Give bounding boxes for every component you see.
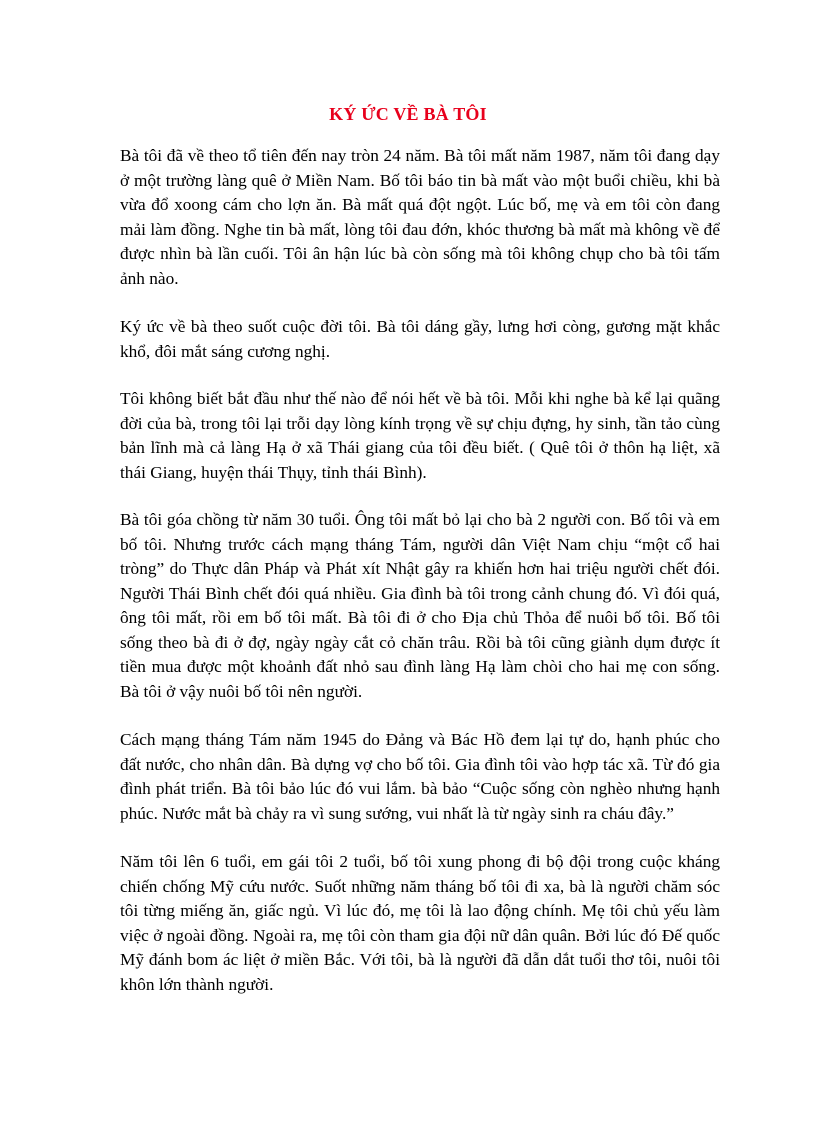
paragraph-4: Bà tôi góa chồng từ năm 30 tuổi. Ông tôi mất bỏ lại cho bà 2 người con. Bố tôi và em bố tôi. Nhưng trước cách mạng tháng Tám, người dân Việt Nam chịu “một cổ hai tròng” do Thực dân Pháp và Phát xít Nhật gây ra khiến hơn hai triệu người chết đói. Người Thái Bình chết đói quá nhiều. Gia đình bà tôi trong cảnh chung đó. Vì đói quá, ông tôi mất, rồi em bố tôi mất. Bà tôi đi ở cho Địa chủ Thỏa để nuôi bố tôi. Bố tôi sống theo bà đi ở đợ, ngày ngày cắt cỏ chăn trâu. Rồi bà tôi cũng giành dụm được ít tiền mua được một khoảnh đất nhỏ sau đình làng Hạ làm chòi cho hai mẹ con sống. Bà tôi ở vậy nuôi bố tôi nên người.: [120, 510, 720, 701]
paragraph-3: Tôi không biết bắt đầu như thế nào để nói hết về bà tôi. Mỗi khi nghe bà kể lại quãng đời của bà, trong tôi lại trỗi dạy lòng kính trọng về sự chịu đựng, hy sinh, tần tảo cùng bản lĩnh mà cả làng Hạ ở xã Thái giang của tôi đều biết. ( Quê tôi ở thôn hạ liệt, xã thái Giang, huyện thái Thụy, tỉnh thái Bình).: [120, 389, 720, 482]
document-title: KÝ ỨC VỀ BÀ TÔI: [329, 104, 487, 124]
document-body: [120, 144, 720, 1021]
paragraph-1: Bà tôi đã về theo tổ tiên đến nay tròn 24 năm. Bà tôi mất năm 1987, năm tôi đang dạy ở một trường làng quê ở Miền Nam. Bố tôi báo tin bà mất vào một buổi chiều, khi bà vừa đổ xoong cám cho lợn ăn. Bà mất quá đột ngột. Lúc bố, mẹ và em tôi còn đang mải làm đồng. Nghe tin bà mất, lòng tôi đau đớn, khóc thương bà mất mà không về để được nhìn bà lần cuối. Tôi ân hận lúc bà còn sống mà tôi không chụp cho bà tôi tấm ảnh nào.: [120, 146, 720, 288]
paragraph-5: Cách mạng tháng Tám năm 1945 do Đảng và Bác Hồ đem lại tự do, hạnh phúc cho đất nước, cho nhân dân. Bà dựng vợ cho bố tôi. Gia đình tôi vào hợp tác xã. Từ đó gia đình phát triển. Bà tôi bảo lúc đó vui lắm. bà bảo “Cuộc sống còn nghèo nhưng hạnh phúc. Nước mắt bà chảy ra vì sung sướng, vui nhất là từ ngày sinh ra cháu đây.”: [120, 730, 720, 823]
paragraph-2: Ký ức về bà theo suốt cuộc đời tôi. Bà tôi dáng gầy, lưng hơi còng, gương mặt khắc khổ, đôi mắt sáng cương nghị.: [120, 317, 720, 361]
paragraph-6: Năm tôi lên 6 tuổi, em gái tôi 2 tuổi, bố tôi xung phong đi bộ đội trong cuộc kháng chiến chống Mỹ cứu nước. Suốt những năm tháng bố tôi đi xa, bà là người chăm sóc tôi từng miếng ăn, giấc ngủ. Vì lúc đó, mẹ tôi là lao động chính. Mẹ tôi chủ yếu làm việc ở ngoài đồng. Ngoài ra, mẹ tôi còn tham gia đội nữ dân quân. Bởi lúc đó Đế quốc Mỹ đánh bom ác liệt ở miền Bắc. Với tôi, bà là người đã dẫn dắt tuổi thơ tôi, nuôi tôi khôn lớn thành người.: [120, 852, 720, 994]
